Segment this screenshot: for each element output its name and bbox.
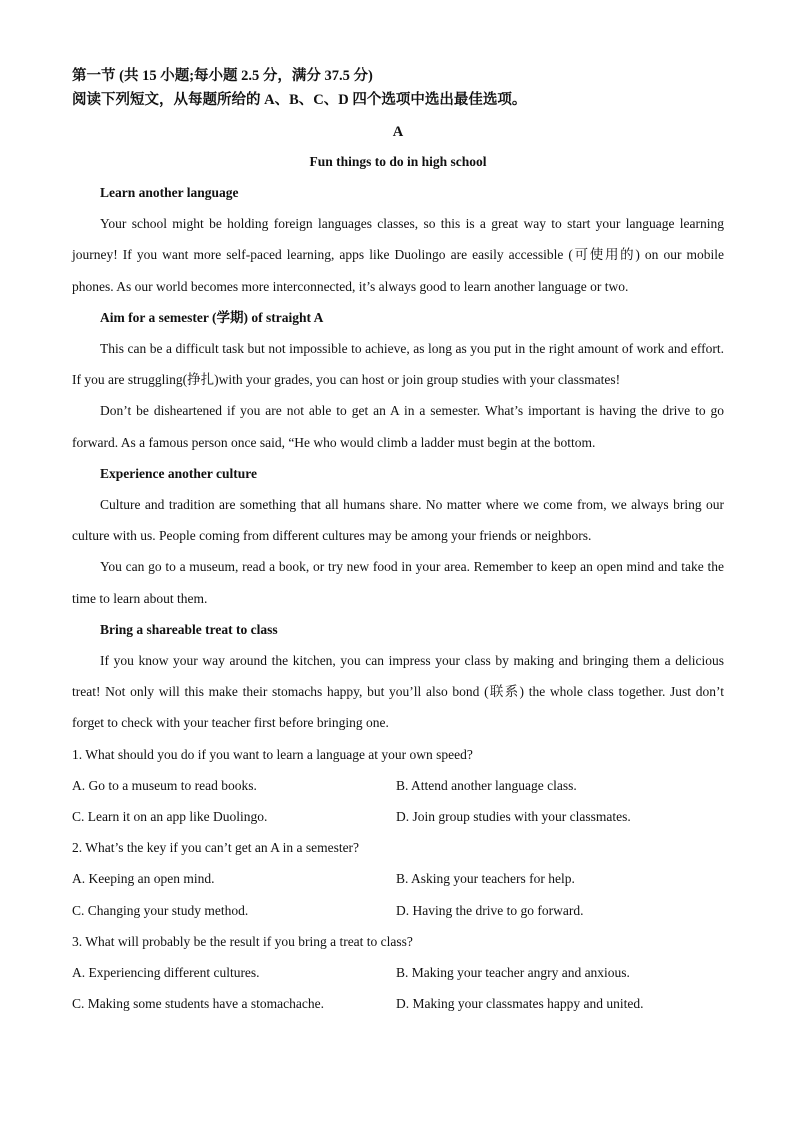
option-a: A. Keeping an open mind. bbox=[72, 871, 215, 887]
passage-letter: A bbox=[392, 124, 404, 140]
question-3 bbox=[72, 926, 724, 1020]
question-text: 2. What’s the key if you can’t get an A in a semester? bbox=[72, 840, 360, 856]
option-c: C. Making some students have a stomachache. bbox=[72, 996, 324, 1012]
subheading: Experience another culture bbox=[100, 465, 257, 481]
option-a: A. Experiencing different cultures. bbox=[72, 965, 260, 981]
paragraph: If you know your way around the kitchen, you can impress your class by making and bringing them a delicious treat! Not only will this make their stomachs happy, but you’ll also bond (联系) the whole class together. Just don’t forget to check with your teacher first before bringing one. bbox=[72, 653, 724, 731]
subheading: Aim for a semester (学期) of straight A bbox=[100, 309, 324, 325]
option-c: C. Learn it on an app like Duolingo. bbox=[72, 809, 268, 825]
paragraph: Culture and tradition are something that all humans share. No matter where we come from, we always bring our culture with us. People coming from different cultures may be among your friends or neighbors. bbox=[72, 497, 724, 544]
passage-section-language bbox=[72, 177, 724, 302]
question-2 bbox=[72, 832, 724, 926]
paragraph: You can go to a museum, read a book, or try new food in your area. Remember to keep an open mind and take the time to learn about them. bbox=[72, 559, 724, 606]
question-1 bbox=[72, 739, 724, 833]
option-b: B. Asking your teachers for help. bbox=[396, 871, 575, 887]
option-d: D. Having the drive to go forward. bbox=[396, 902, 584, 918]
question-text: 3. What will probably be the result if you bring a treat to class? bbox=[72, 933, 413, 949]
subheading: Learn another language bbox=[100, 185, 239, 200]
option-grid bbox=[72, 770, 724, 832]
option-d: D. Making your classmates happy and united. bbox=[396, 996, 644, 1012]
passage-section-culture bbox=[72, 458, 724, 614]
paragraph: This can be a difficult task but not impossible to achieve, as long as you put in the right amount of work and effort. If you are struggling(挣扎)with your grades, you can host or join group studies with your classmates! bbox=[72, 341, 724, 388]
option-grid bbox=[72, 863, 724, 925]
paragraph: Don’t be disheartened if you are not able to get an A in a semester. What’s important is having the drive to go forward. As a famous person once said, “He who would climb a ladder must begin at the bottom. bbox=[72, 403, 724, 450]
option-grid bbox=[72, 957, 724, 1019]
passage-title: Fun things to do in high school bbox=[309, 154, 487, 169]
instruction-text: 阅读下列短文，从每题所给的 A、B、C、D 四个选项中选出最佳选项。 bbox=[72, 92, 527, 108]
subheading: Bring a shareable treat to class bbox=[100, 621, 278, 637]
question-text: 1. What should you do if you want to learn a language at your own speed? bbox=[72, 746, 473, 762]
section-heading: 第一节 (共 15 小题;每小题 2.5 分，满分 37.5 分) bbox=[72, 68, 373, 84]
option-b: B. Attend another language class. bbox=[396, 777, 577, 793]
exam-page bbox=[72, 64, 724, 1019]
option-a: A. Go to a museum to read books. bbox=[72, 777, 257, 793]
option-b: B. Making your teacher angry and anxious. bbox=[396, 965, 630, 981]
passage-section-semester bbox=[72, 302, 724, 458]
passage-section-treat bbox=[72, 614, 724, 739]
paragraph: Your school might be holding foreign languages classes, so this is a great way to start your language learning journey! If you want more self-paced learning, apps like Duolingo are easily accessible (可使用的) on our mobile phones. As our world becomes more interconnected, it’s always good to learn another language or two. bbox=[72, 216, 724, 294]
option-d: D. Join group studies with your classmates. bbox=[396, 809, 631, 825]
option-c: C. Changing your study method. bbox=[72, 902, 249, 918]
